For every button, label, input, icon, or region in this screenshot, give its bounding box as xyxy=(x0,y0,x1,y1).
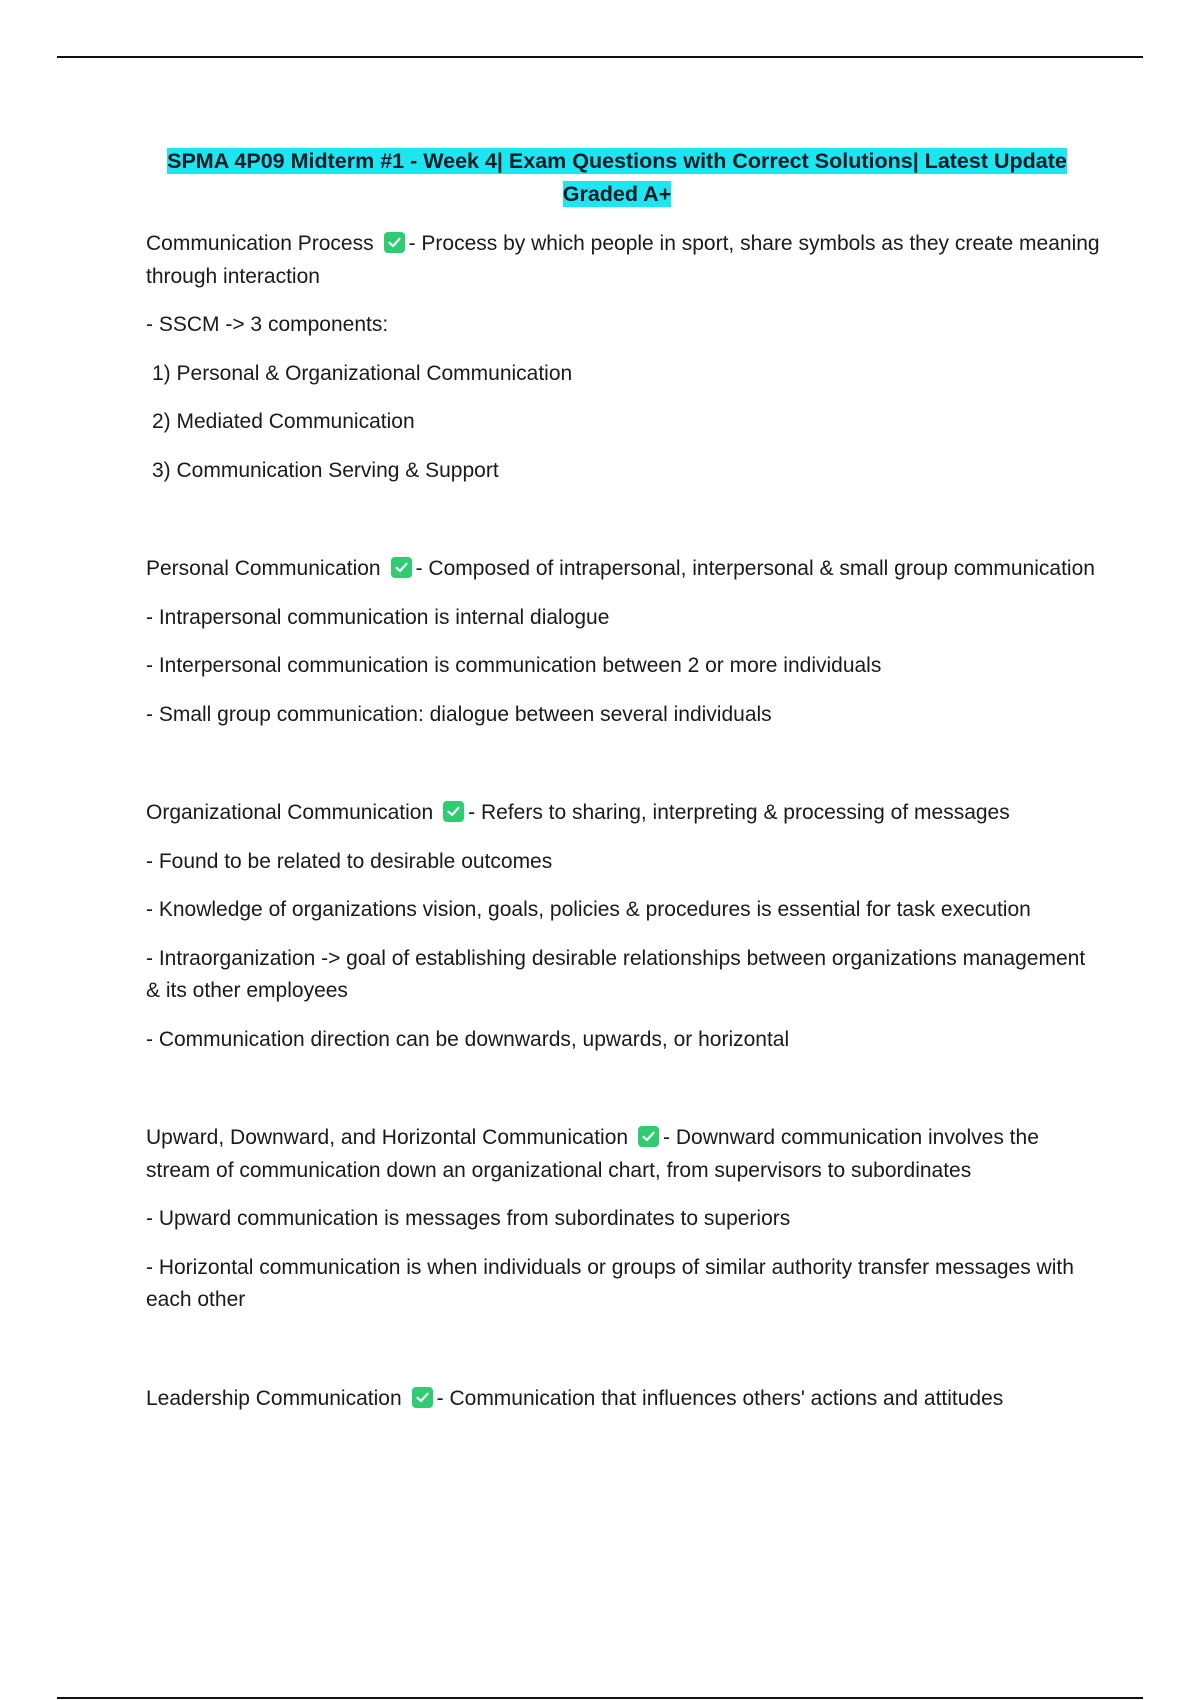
term: Leadership Communication xyxy=(146,1386,402,1410)
section-gap xyxy=(146,1333,1101,1383)
detail-line: - Intrapersonal communication is internal dialogue xyxy=(146,605,610,629)
term: Communication Process xyxy=(146,232,374,255)
section-gap xyxy=(146,1072,1101,1122)
qa-entry xyxy=(146,228,1101,293)
detail-line: - SSCM -> 3 components: xyxy=(146,313,389,336)
term: Upward, Downward, and Horizontal Communication xyxy=(146,1126,629,1149)
definition: - Process by which people in sport, share symbols as they create meaning through interaction xyxy=(146,232,1100,288)
detail-line: - Horizontal communication is when individuals or groups of similar authority transfer messages with each other xyxy=(146,1255,1074,1311)
qa-entry xyxy=(146,553,1101,586)
definition: - Composed of intrapersonal, interpersonal & small group communication xyxy=(415,557,1095,580)
detail-line: - Intraorganization -> goal of establishing desirable relationships between organizations management & its other employees xyxy=(146,946,1086,1002)
check-mark-icon xyxy=(412,1387,433,1408)
qa-section xyxy=(146,797,1101,1056)
qa-section xyxy=(146,1383,1101,1416)
qa-entry xyxy=(146,1383,1101,1416)
detail-line: 1) Personal & Organizational Communication xyxy=(152,361,573,385)
top-rule xyxy=(57,56,1143,58)
check-mark-icon xyxy=(638,1126,659,1147)
title-line-2: Graded A+ xyxy=(562,181,672,206)
detail-line: 2) Mediated Communication xyxy=(152,410,415,433)
detail-line: - Interpersonal communication is communication between 2 or more individuals xyxy=(146,654,882,677)
detail-line: - Knowledge of organizations vision, goals, policies & procedures is essential for task execution xyxy=(146,898,1031,921)
detail-line: - Found to be related to desirable outcomes xyxy=(146,849,553,873)
detail-line: 3) Communication Serving & Support xyxy=(152,458,499,482)
document-body xyxy=(146,228,1101,1431)
qa-section xyxy=(146,1122,1101,1317)
bottom-rule xyxy=(57,1697,1143,1699)
definition: - Downward communication involves the stream of communication down an organizational chart, from supervisors to subordinates xyxy=(146,1126,1039,1182)
check-mark-icon xyxy=(443,801,464,822)
qa-entry xyxy=(146,1122,1101,1187)
title-line-1: SPMA 4P09 Midterm #1 - Week 4| Exam Questions with Correct Solutions| Latest Update xyxy=(167,149,1067,173)
qa-section xyxy=(146,228,1101,487)
section-gap xyxy=(146,747,1101,797)
qa-entry xyxy=(146,797,1101,830)
definition: - Refers to sharing, interpreting & processing of messages xyxy=(468,801,1010,824)
document-title xyxy=(100,145,1134,210)
definition: - Communication that influences others' actions and attitudes xyxy=(436,1386,1004,1410)
detail-line: - Upward communication is messages from subordinates to superiors xyxy=(146,1207,791,1230)
section-gap xyxy=(146,503,1101,553)
term: Personal Communication xyxy=(146,557,381,580)
term: Organizational Communication xyxy=(146,801,434,824)
detail-line: - Small group communication: dialogue between several individuals xyxy=(146,702,772,726)
qa-section xyxy=(146,553,1101,731)
detail-line: - Communication direction can be downwards, upwards, or horizontal xyxy=(146,1027,790,1051)
check-mark-icon xyxy=(384,232,405,253)
check-mark-icon xyxy=(391,557,412,578)
